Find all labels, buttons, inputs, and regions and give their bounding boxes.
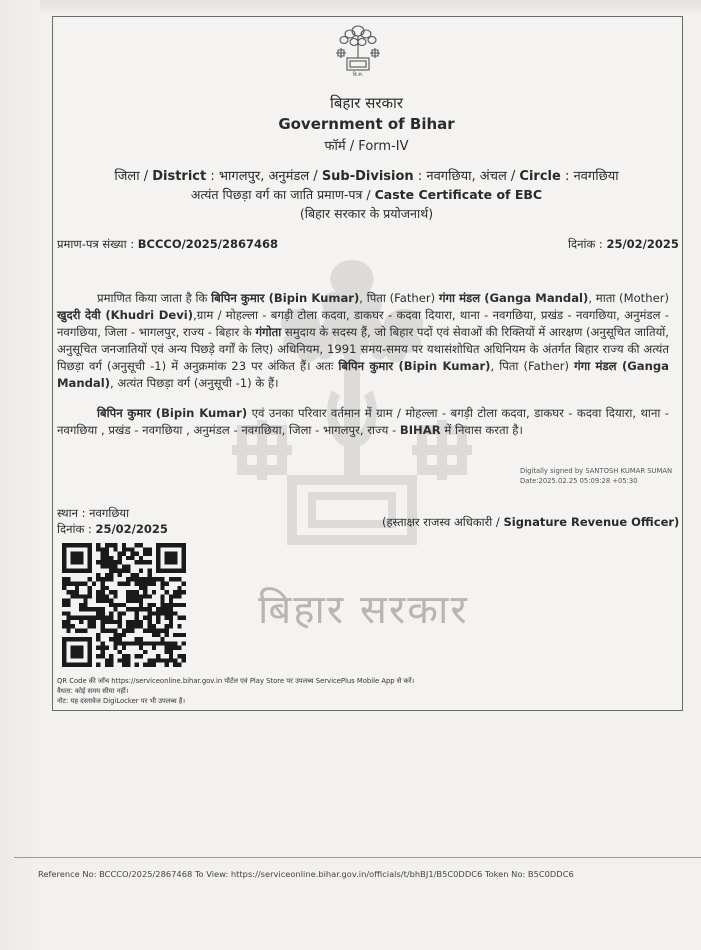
certificate-date: दिनांक : 25/02/2025 <box>568 237 679 251</box>
footer-divider <box>14 857 701 858</box>
scan-shadow-left <box>0 0 40 950</box>
district-line: जिला / District : भागलपुर, अनुमंडल / Sub-Division : नवगछिया, अंचल / Circle : नवगछिया <box>114 169 619 184</box>
english-title: Government of Bihar <box>278 115 455 133</box>
digital-signature-line-2: Date:2025.02.25 05:09:28 +05:30 <box>520 477 638 485</box>
qr-code-icon <box>62 543 186 667</box>
digilocker-note: नोट: यह दस्तावेज DigiLocker पर भी उपलब्ध है। <box>57 697 186 705</box>
certificate-title: अत्यंत पिछड़ा वर्ग का जाति प्रमाण-पत्र / Caste Certificate of EBC <box>190 187 543 202</box>
certificate-paragraph-1: प्रमाणित किया जाता है कि बिपिन कुमार (Bipin Kumar), पिता (Father) गंगा मंडल (Ganga Mandal), माता (Mother) खुदरी देवी (Khudri Devi),ग्राम / मोहल्ला - बगड़ी टोला कदवा, डाकघर - कदवा दियारा, थाना - नवगछिया, प्रखंड - नवगछिया, अनुमंडल - नवगछिया, जिला - भागलपुर, राज्य - बिहार के गंगोता समुदाय के सदस्य हैं, जो बिहार पदों एवं सेवाओं की रिक्तियों में आरक्षण (अनुसूचित जातियों, अनुसूचित जनजातियों एवं अन्य पिछड़े वर्गों के लिए) अधिनियम, 1991 समय-समय पर यथासंशोधित अधिनियम के अंतर्गत बिहार राज्य की अत्यंत पिछड़ा वर्ग (अनुसूची -1) में अनुक्रमांक 23 पर अंकित हैं। अतः बिपिन कुमार (Bipin Kumar), पिता (Father) गंगा मंडल (Ganga Mandal), अत्यंत पिछड़ा वर्ग (अनुसूची -1) के हैं। <box>57 291 669 390</box>
digital-signature-line-1: Digitally signed by SANTOSH KUMAR SUMAN <box>520 467 673 475</box>
place-date: दिनांक : 25/02/2025 <box>57 522 168 536</box>
hindi-title: बिहार सरकार <box>329 94 404 112</box>
place: स्थान : नवगछिया <box>57 506 130 520</box>
validity-note: वैधता: कोई समय सीमा नहीं। <box>57 687 129 695</box>
reference-line: Reference No: BCCCO/2025/2867468 To View: https://serviceonline.bihar.gov.in/officials/t/bhBJ1/B5C0DDC6 Token No: B5C0DDC6 <box>38 869 574 879</box>
form-label: फॉर्म / Form-IV <box>324 139 409 154</box>
certificate-purpose: (बिहार सरकार के प्रयोजनार्थ) <box>299 206 434 221</box>
signature-label: (हस्ताक्षर राजस्व अधिकारी / Signature Revenue Officer) <box>382 515 680 529</box>
certificate-paragraph-2: बिपिन कुमार (Bipin Kumar) एवं उनका परिवार वर्तमान में ग्राम / मोहल्ला - बगड़ी टोला कदवा, डाकघर - कदवा दियारा, थाना - नवगछिया , प्रखंड - नवगछिया , अनुमंडल - नवगछिया, जिला - भागलपुर, राज्य - BIHAR में निवास करता है। <box>57 406 669 437</box>
certificate-number: प्रमाण-पत्र संख्या : BCCCO/2025/2867468 <box>57 237 279 251</box>
qr-note: QR Code की जाँच https://serviceonline.bihar.gov.in पोर्टल एवं Play Store पर उपलब्ध ServicePlus Mobile App से करें। <box>57 677 415 685</box>
watermark-text: बिहार सरकार <box>258 587 469 633</box>
bihar-emblem-icon <box>330 20 386 78</box>
scan-shadow-top <box>0 0 701 16</box>
emblem-label: बि.स. <box>352 72 364 78</box>
